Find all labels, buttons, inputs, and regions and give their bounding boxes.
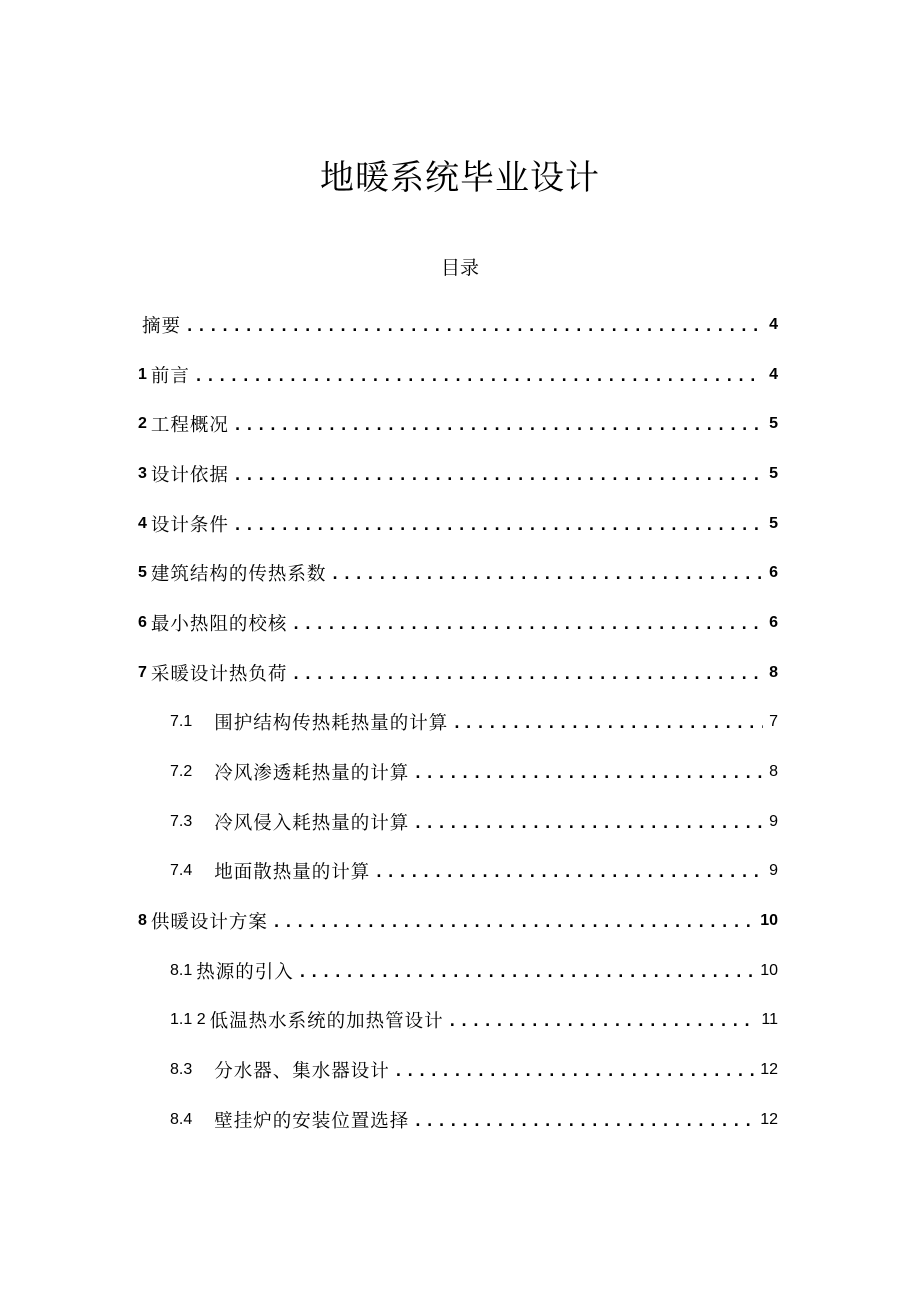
toc-entry-number: 4 [138, 514, 147, 532]
toc-entry-number: 7.4 [170, 862, 193, 880]
toc-entry-page: 10 [760, 961, 778, 979]
toc-entry[interactable] [0, 648, 778, 698]
toc-entry-page: 9 [769, 862, 778, 880]
toc-leader-dots [376, 865, 763, 881]
toc-entry-title: 热源的引入 [196, 961, 294, 983]
toc-entry[interactable] [0, 598, 778, 648]
toc-entry-number: 1.1 2 [170, 1011, 206, 1029]
toc-leader-dots [293, 617, 763, 633]
toc-entry-page: 4 [769, 315, 778, 333]
toc-leader-dots [293, 667, 763, 683]
toc-leader-dots [187, 319, 763, 335]
toc-entry[interactable] [0, 896, 778, 946]
toc-entry[interactable] [0, 300, 778, 350]
toc-leader-dots [396, 1064, 754, 1080]
toc-entry-page: 8 [769, 763, 778, 781]
toc-entry-title: 地面散热量的计算 [214, 862, 371, 884]
toc-entry-number: 7.1 [170, 713, 193, 731]
toc-subentry[interactable] [0, 747, 778, 797]
toc-entry-title: 摘要 [142, 315, 182, 337]
toc-entry-page: 12 [760, 1110, 778, 1128]
toc-entry[interactable] [0, 499, 778, 549]
toc-entry-page: 8 [769, 663, 778, 681]
toc-entry-page: 7 [769, 713, 778, 731]
toc-entry-title: 采暖设计热负荷 [150, 663, 288, 685]
toc-leader-dots [274, 915, 754, 931]
toc-entry-number: 8.3 [170, 1061, 193, 1079]
toc-entry-number: 8.1 [170, 961, 193, 979]
toc-entry[interactable] [0, 350, 778, 400]
toc-subentry[interactable] [0, 1045, 778, 1095]
toc-leader-dots [235, 418, 763, 434]
toc-entry-number: 5 [138, 564, 147, 582]
toc-entry-page: 6 [769, 613, 778, 631]
toc-entry-number: 2 [138, 415, 147, 433]
toc-entry-page: 5 [769, 415, 778, 433]
toc-entry-title: 设计条件 [150, 514, 229, 536]
toc-subentry[interactable] [0, 996, 778, 1046]
toc-entry-page: 5 [769, 464, 778, 482]
toc-entry-number: 7 [138, 663, 147, 681]
toc-leader-dots [196, 369, 763, 385]
toc-entry-page: 4 [769, 365, 778, 383]
toc-subentry[interactable] [0, 797, 778, 847]
toc-leader-dots [415, 816, 763, 832]
toc-entry-page: 9 [769, 812, 778, 830]
toc-entry-page: 5 [769, 514, 778, 532]
toc-entry[interactable] [0, 449, 778, 499]
toc-subentry[interactable] [0, 1095, 778, 1145]
toc-subentry[interactable] [0, 847, 778, 897]
toc-leader-dots [454, 716, 763, 732]
toc-leader-dots [235, 518, 763, 534]
toc-leader-dots [235, 468, 763, 484]
toc-entry-number: 7.3 [170, 812, 193, 830]
table-of-contents [0, 300, 920, 1145]
toc-entry-title: 分水器、集水器设计 [214, 1061, 390, 1083]
toc-entry-number: 1 [138, 365, 147, 383]
toc-entry-page: 10 [760, 912, 778, 930]
toc-entry[interactable] [0, 548, 778, 598]
toc-entry-title: 设计依据 [150, 464, 229, 486]
toc-entry-number: 3 [138, 464, 147, 482]
toc-entry-title: 冷风侵入耗热量的计算 [214, 812, 410, 834]
toc-entry-number: 6 [138, 613, 147, 631]
document-title: 地暖系统毕业设计 [320, 158, 600, 198]
toc-entry-title: 供暖设计方案 [150, 912, 268, 934]
toc-leader-dots [415, 766, 763, 782]
toc-entry-page: 12 [760, 1061, 778, 1079]
toc-entry-number: 8.4 [170, 1110, 193, 1128]
toc-entry-title: 壁挂炉的安装位置选择 [214, 1110, 410, 1132]
toc-entry-title: 冷风渗透耗热量的计算 [214, 763, 410, 785]
toc-entry-title: 最小热阻的校核 [150, 613, 288, 635]
toc-entry[interactable] [0, 399, 778, 449]
toc-leader-dots [300, 965, 754, 981]
toc-entry-title: 围护结构传热耗热量的计算 [214, 713, 449, 735]
toc-entry-number: 8 [138, 912, 147, 930]
toc-heading: 目录 [440, 257, 479, 279]
toc-entry-page: 6 [769, 564, 778, 582]
toc-entry-number: 7.2 [170, 763, 193, 781]
toc-entry-title: 建筑结构的传热系数 [150, 564, 327, 586]
toc-subentry[interactable] [0, 946, 778, 996]
toc-leader-dots [415, 1114, 754, 1130]
toc-subentry[interactable] [0, 698, 778, 748]
toc-leader-dots [332, 567, 763, 583]
toc-entry-page: 11 [761, 1011, 778, 1029]
toc-entry-title: 低温热水系统的加热管设计 [209, 1011, 444, 1033]
toc-entry-title: 工程概况 [150, 415, 229, 437]
toc-leader-dots [450, 1014, 756, 1030]
toc-entry-title: 前言 [150, 365, 190, 387]
